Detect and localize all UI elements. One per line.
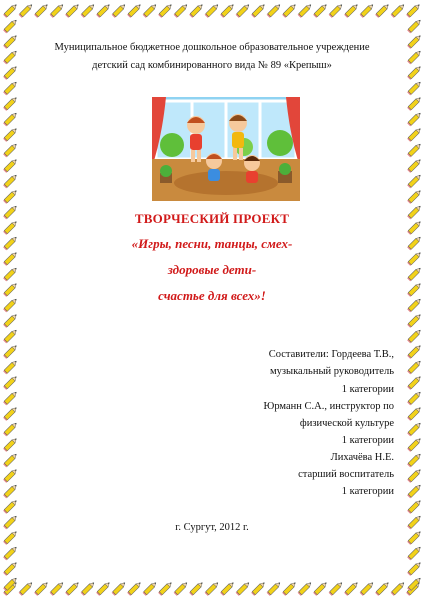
pencil-icon [112, 3, 127, 18]
pencil-icon [407, 189, 422, 204]
pencil-icon [407, 143, 422, 158]
pencil-icon [407, 499, 422, 514]
pencil-icon [19, 3, 34, 18]
project-subtitle-line-1: «Игры, песни, танцы, смех- [131, 236, 293, 251]
pencil-icon [3, 158, 18, 173]
pencil-icon [407, 437, 422, 452]
pencil-icon [407, 112, 422, 127]
pencil-icon [19, 581, 34, 596]
pencil-icon [3, 3, 18, 18]
pencil-icon [407, 81, 422, 96]
pencil-icon [407, 406, 422, 421]
pencil-icon [158, 3, 173, 18]
pencil-icon [375, 3, 390, 18]
pencil-icon [112, 581, 127, 596]
author-line: Лихачёва Н.Е. [330, 452, 394, 463]
pencil-icon [3, 19, 18, 34]
pencil-icon [3, 453, 18, 468]
pencil-icon [3, 360, 18, 375]
pencil-icon [3, 422, 18, 437]
author-line: Составители: Гордеева Т.В., [268, 349, 394, 360]
pencil-icon [96, 3, 111, 18]
pencil-icon [251, 581, 266, 596]
institution-line-1: Муниципальное бюджетное дошкольное образовательное учреждение [54, 42, 370, 53]
institution-line-2: детский сад комбинированного вида № 89 «Крепыш» [92, 60, 332, 71]
pencil-icon [143, 581, 158, 596]
pencil-icon [407, 96, 422, 111]
author-line: Юрманн С.А., инструктор по [263, 401, 394, 412]
author-line: музыкальный руководитель [270, 366, 394, 377]
author-line: физической культуре [299, 418, 394, 429]
author-line: старший воспитатель [298, 469, 394, 480]
pencil-icon [407, 19, 422, 34]
pencil-icon [3, 561, 18, 576]
pencil-icon [391, 581, 406, 596]
pencil-icon [50, 581, 65, 596]
pencil-icon [407, 546, 422, 561]
pencil-icon [3, 112, 18, 127]
pencil-icon [81, 581, 96, 596]
pencil-icon [143, 3, 158, 18]
pencil-icon [3, 375, 18, 390]
pencil-icon [407, 422, 422, 437]
pencil-icon [3, 484, 18, 499]
pencil-icon [407, 468, 422, 483]
pencil-icon [3, 437, 18, 452]
pencil-icon [3, 344, 18, 359]
city-year: г. Сургут, 2012 г. [175, 522, 249, 533]
pencil-icon [391, 3, 406, 18]
pencil-icon [407, 484, 422, 499]
pencil-icon [205, 3, 220, 18]
project-subtitle-line-2: здоровые дети- [167, 262, 257, 277]
pencil-icon [220, 581, 235, 596]
pencil-icon [407, 158, 422, 173]
pencil-icon [329, 581, 344, 596]
pencil-icon [407, 344, 422, 359]
pencil-icon [360, 3, 375, 18]
pencil-icon [174, 581, 189, 596]
pencil-icon [282, 581, 297, 596]
pencil-icon [407, 127, 422, 142]
pencil-icon [189, 3, 204, 18]
pencil-icon [313, 3, 328, 18]
pencil-icon [282, 3, 297, 18]
pencil-icon [96, 581, 111, 596]
pencil-icon [267, 3, 282, 18]
pencil-icon [344, 3, 359, 18]
pencil-icon [3, 127, 18, 142]
pencil-icon [3, 81, 18, 96]
pencil-icon [407, 561, 422, 576]
pencil-icon [34, 581, 49, 596]
pencil-icon [3, 329, 18, 344]
pencil-icon [174, 3, 189, 18]
pencil-icon [251, 3, 266, 18]
pencil-icon [406, 3, 421, 18]
pencil-icon [3, 391, 18, 406]
pencil-icon [3, 468, 18, 483]
pencil-icon [50, 3, 65, 18]
pencil-icon [344, 581, 359, 596]
children-dancing-illustration [152, 97, 300, 201]
pencil-icon [3, 143, 18, 158]
pencil-icon [407, 360, 422, 375]
pencil-icon [158, 581, 173, 596]
pencil-icon [3, 313, 18, 328]
pencil-icon [329, 3, 344, 18]
pencil-icon [407, 329, 422, 344]
pencil-icon [267, 581, 282, 596]
pencil-icon [375, 581, 390, 596]
project-title: ТВОРЧЕСКИЙ ПРОЕКТ [134, 211, 290, 226]
pencil-icon [407, 453, 422, 468]
pencil-icon [220, 3, 235, 18]
pencil-icon [3, 546, 18, 561]
pencil-icon [205, 581, 220, 596]
pencil-icon [407, 391, 422, 406]
pencil-icon [127, 581, 142, 596]
author-line: 1 категории [341, 384, 394, 395]
pencil-icon [236, 3, 251, 18]
pencil-icon [298, 3, 313, 18]
pencil-icon [65, 581, 80, 596]
pencil-icon [3, 499, 18, 514]
pencil-icon [127, 3, 142, 18]
pencil-icon [298, 581, 313, 596]
author-line: 1 категории [341, 486, 394, 497]
pencil-icon [3, 174, 18, 189]
author-line: 1 категории [341, 435, 394, 446]
pencil-icon [65, 3, 80, 18]
pencil-icon [407, 174, 422, 189]
pencil-icon [3, 189, 18, 204]
pencil-icon [81, 3, 96, 18]
pencil-icon [3, 406, 18, 421]
pencil-icon [360, 581, 375, 596]
pencil-icon [407, 313, 422, 328]
project-subtitle-line-3: счастье для всех»! [158, 288, 266, 303]
pencil-icon [313, 581, 328, 596]
pencil-icon [3, 96, 18, 111]
pencil-icon [189, 581, 204, 596]
pencil-icon [34, 3, 49, 18]
pencil-icon [407, 375, 422, 390]
pencil-icon [236, 581, 251, 596]
